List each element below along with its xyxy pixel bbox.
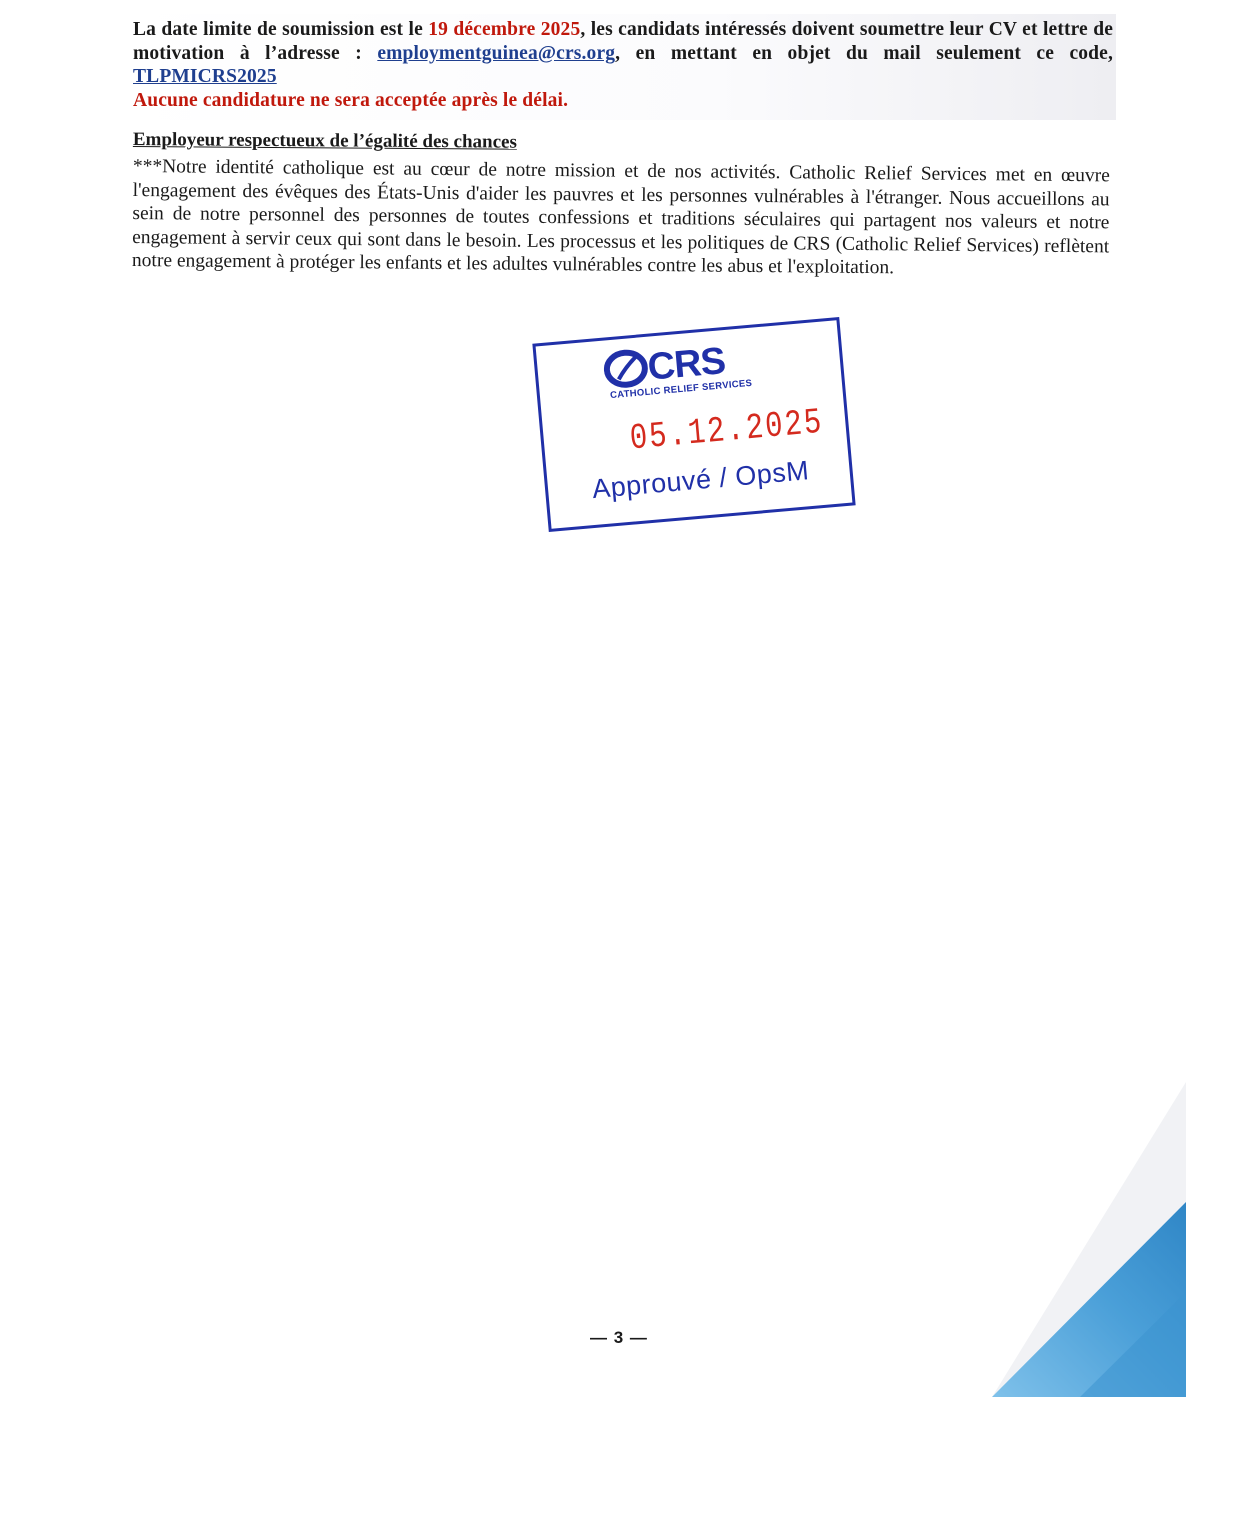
stamp-date: 05.12.2025 [628, 401, 826, 460]
page-number: — 3 — [590, 1328, 648, 1347]
crs-logo-text: CRS [646, 340, 727, 389]
approval-stamp [532, 317, 855, 532]
email-link[interactable]: employmentguinea@crs.org [377, 42, 616, 64]
corner-decoration [990, 1082, 1190, 1402]
deadline-paragraph [133, 18, 1113, 112]
deadline-text-3: , en mettant en objet du mail seulement ce code, [615, 42, 1113, 64]
crs-globe-icon [602, 347, 649, 391]
deadline-text-2: , les candidats intéressés doivent soumettre leur CV et lettre de motivation à l’adresse : [133, 19, 1113, 64]
deadline-warning: Aucune candidature ne sera acceptée après le délai. [133, 89, 569, 111]
crs-logo [602, 335, 786, 400]
deadline-text-1: La date limite de soumission est le [133, 19, 429, 40]
crs-logo-subtitle: CATHOLIC RELIEF SERVICES [609, 377, 753, 402]
section-heading: Employeur respectueux de l’égalité des chances [132, 128, 517, 153]
deadline-date: 19 décembre 2025 [428, 19, 581, 40]
stamp-approved-label: Approuvé / OpsM [590, 455, 811, 505]
section-body: ***Notre identité catholique est au cœur de notre mission et de nos activités. Catholic Relief Services met en œuvre l'engagement des évêques des États-Unis d'aider les pauvres et les personnes vulnérables à l'étranger. Nous accueillons au sein de notre personnel des personnes de toutes confessions et traditions séculaires qui partagent nos valeurs et notre engagement à servir ceux qui sont dans le besoin. Les processus et les politiques de CRS (Catholic Relief Services) reflètent notre engagement à protéger les enfants et les adultes vulnérables contre les abus et l'exploitation. [131, 155, 1110, 279]
subject-code: TLPMICRS2025 [133, 66, 277, 87]
